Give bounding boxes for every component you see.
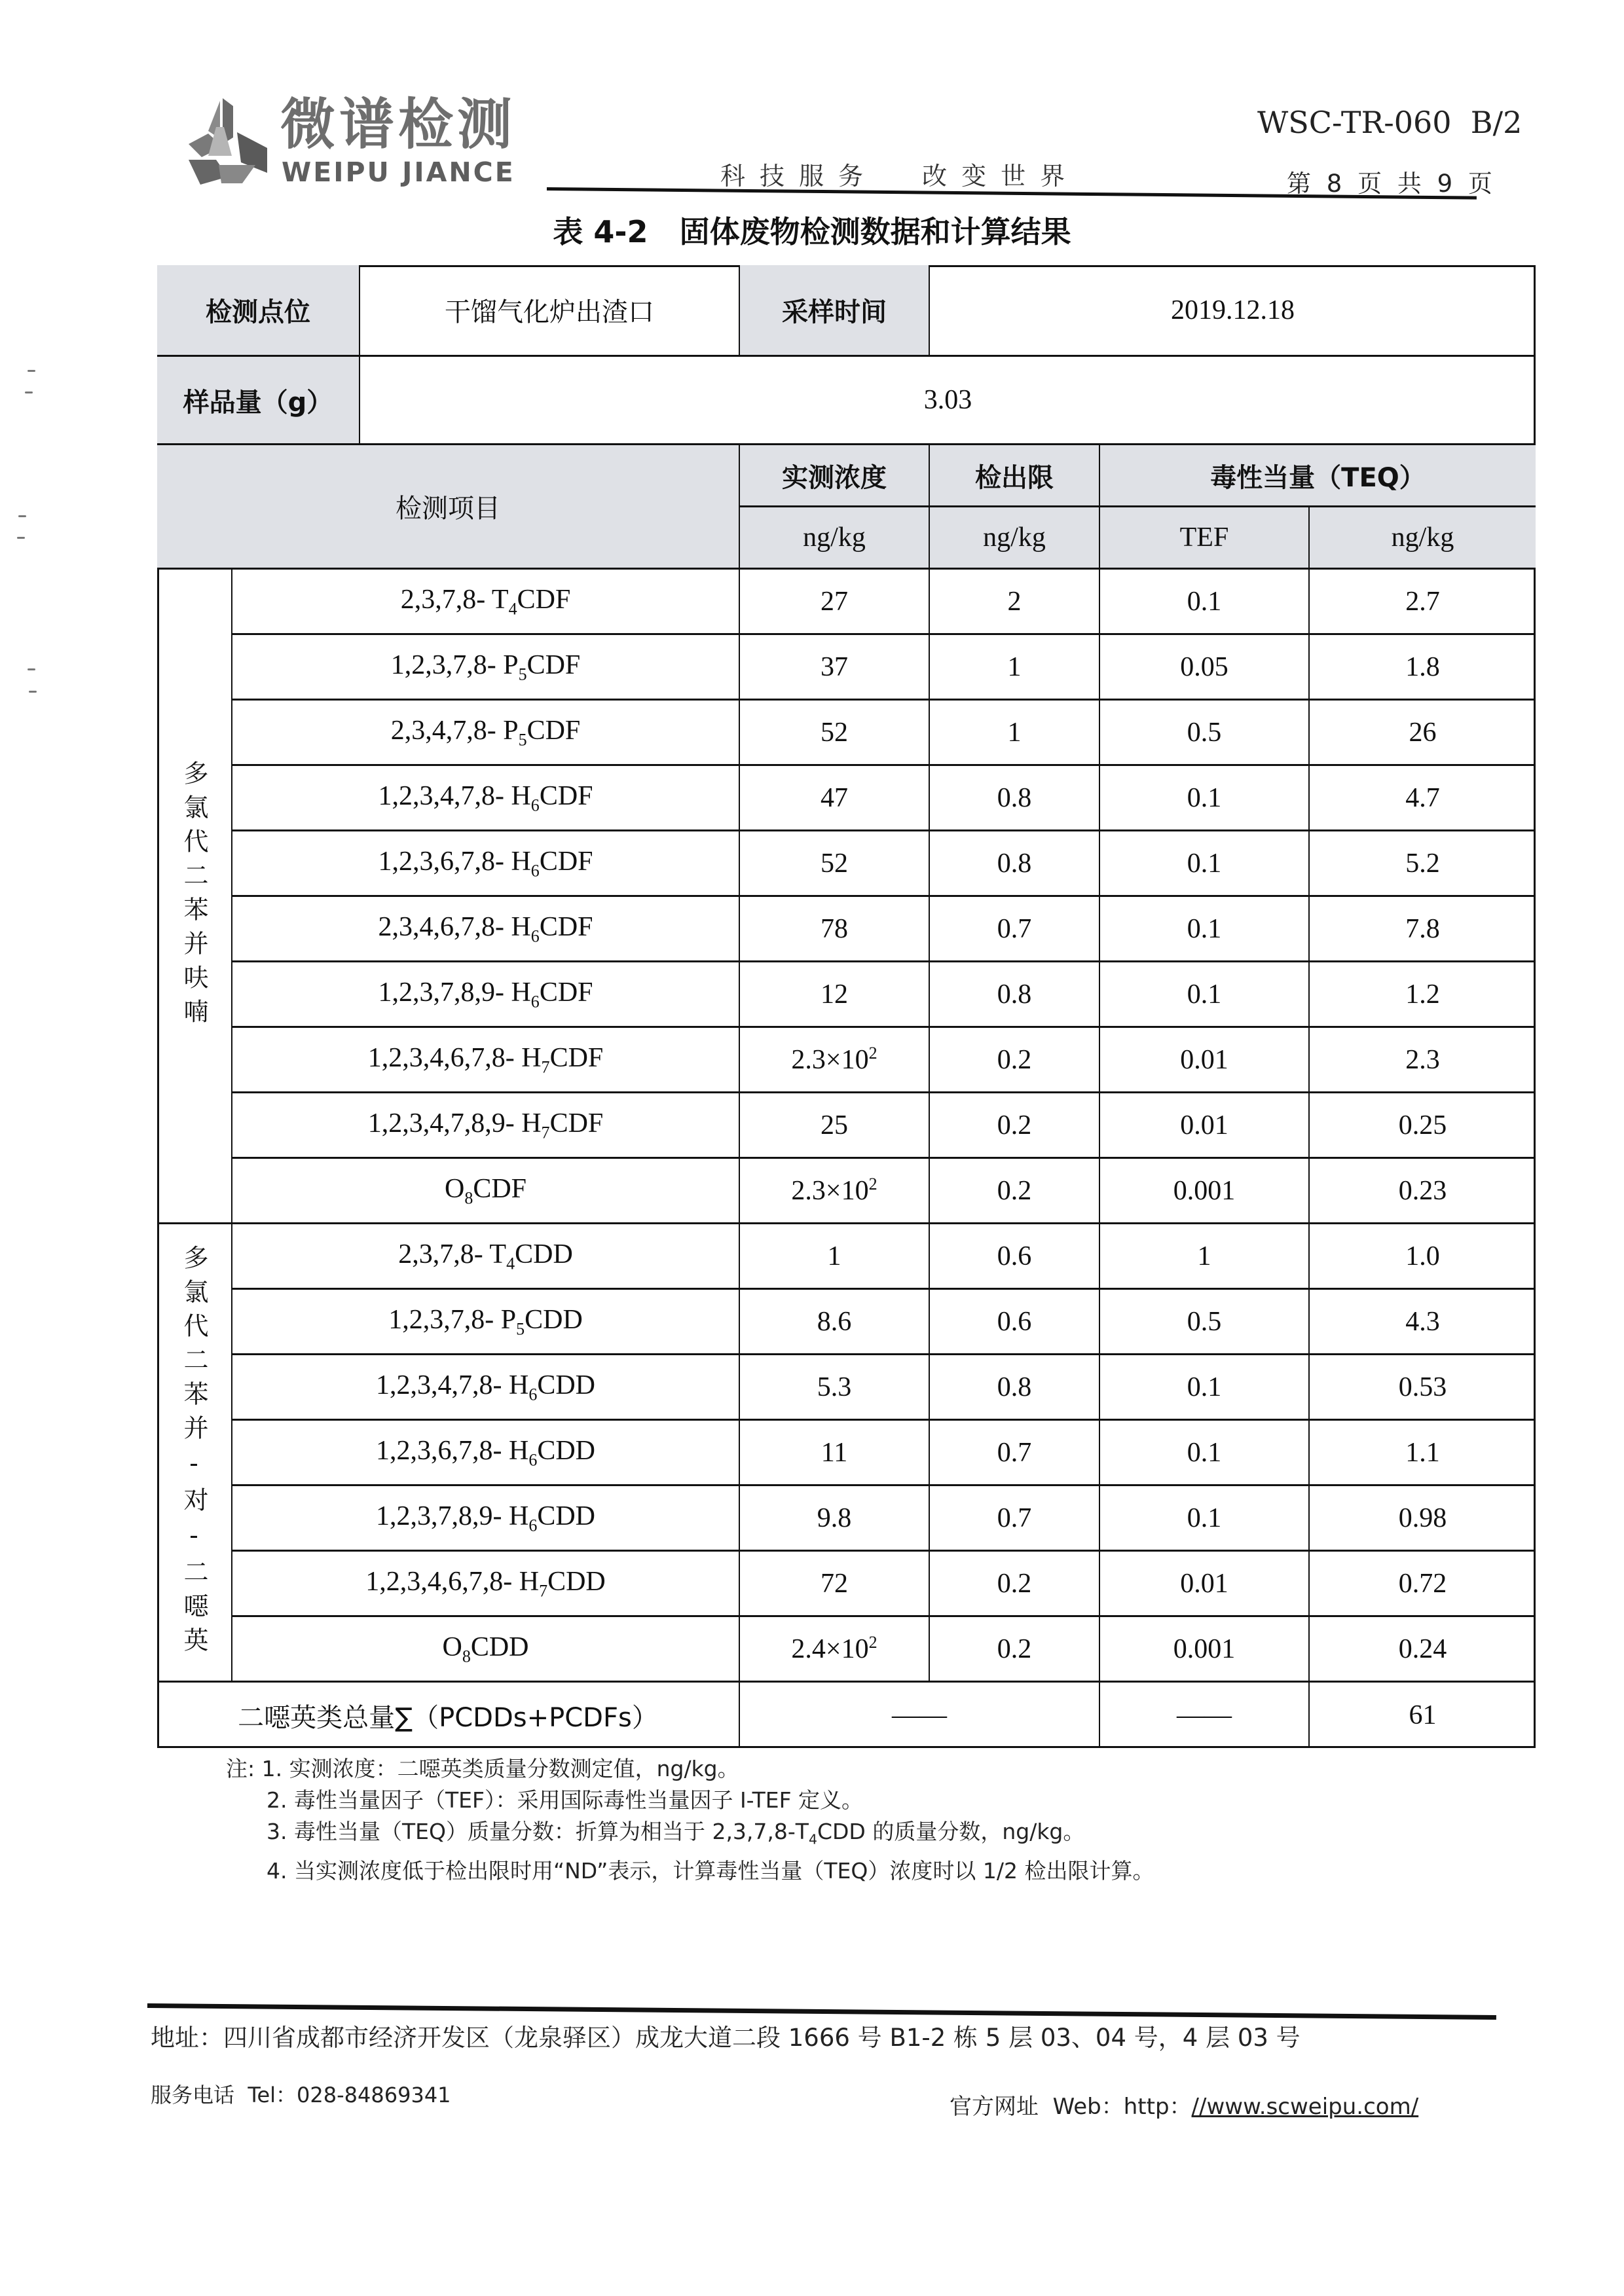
analyte-suffix: CDF: [517, 584, 571, 615]
analyte-subscript: 8: [462, 1647, 471, 1666]
analyte-subscript: 5: [516, 1319, 525, 1339]
tef-value: 0.1: [1100, 766, 1310, 831]
footer-website: [950, 2088, 1418, 2121]
detection-limit: 0.7: [930, 897, 1100, 962]
tef-value: 0.01: [1100, 1028, 1310, 1093]
group-label: 多氯代二苯并呋喃: [157, 570, 232, 1224]
analyte-suffix: CDF: [539, 977, 593, 1008]
note-3-after: CDD 的质量分数，ng/kg。: [817, 1819, 1085, 1844]
teq-value: 7.8: [1310, 897, 1536, 962]
analyte-prefix: 1,2,3,7,8- P: [390, 649, 519, 680]
analyte-subscript: 4: [508, 599, 517, 619]
analyte-name: [232, 1486, 740, 1552]
analyte-text: [376, 1435, 595, 1470]
teq-value: 0.72: [1310, 1552, 1536, 1617]
analyte-prefix: 1,2,3,6,7,8- H: [378, 846, 531, 877]
analyte-name: [232, 701, 740, 766]
concentration-value: 8.6: [817, 1307, 852, 1337]
analyte-name: [232, 1617, 740, 1683]
scan-mark: [25, 392, 33, 393]
scan-mark: [17, 537, 25, 539]
tef-value: 0.1: [1100, 1486, 1310, 1552]
analyte-text: [378, 977, 593, 1011]
note-2: 2. 毒性当量因子（TEF）：采用国际毒性当量因子 I-TEF 定义。: [267, 1787, 864, 1813]
sample-mass-value: 3.03: [360, 357, 1536, 445]
tef-value: 0.1: [1100, 570, 1310, 635]
scan-mark: [28, 668, 35, 670]
analyte-text: [376, 1501, 595, 1535]
teq-value: 26: [1310, 701, 1536, 766]
analyte-suffix: CDD: [537, 1370, 596, 1400]
note-1: 注: 1. 实测浓度：二噁英类质量分数测定值，ng/kg。: [226, 1756, 739, 1781]
analyte-text: [365, 1566, 606, 1601]
analyte-subscript: 6: [528, 1516, 538, 1535]
analyte-subscript: 7: [541, 1123, 550, 1142]
footer-telephone: 服务电话 Tel：028-84869341: [151, 2083, 451, 2107]
teq-value: 0.53: [1310, 1355, 1536, 1421]
analyte-prefix: O: [444, 1173, 465, 1204]
teq-value: 0.23: [1310, 1159, 1536, 1224]
note-3: [226, 1816, 1154, 1855]
measured-concentration: [740, 1159, 930, 1224]
concentration-value: 72: [821, 1569, 848, 1599]
scan-mark: [28, 370, 35, 372]
unit-detection-limit: ng/kg: [930, 507, 1100, 570]
tef-value: 0.1: [1100, 1421, 1310, 1486]
measured-concentration: [740, 897, 930, 962]
sampling-date-label: 采样时间: [740, 265, 930, 357]
detection-limit: 1: [930, 701, 1100, 766]
analyte-subscript: 4: [506, 1254, 515, 1273]
analyte-suffix: CDF: [539, 780, 593, 811]
analyte-suffix: CDF: [526, 715, 581, 746]
detection-limit: 0.2: [930, 1617, 1100, 1683]
tef-value: 0.01: [1100, 1093, 1310, 1159]
analyte-subscript: 7: [541, 1057, 550, 1077]
document-code: WSC-TR-060 B/2: [1257, 105, 1522, 140]
analyte-text: [398, 1239, 573, 1273]
concentration-value: 12: [821, 979, 848, 1010]
column-header-item: 检测项目: [157, 445, 740, 570]
measured-concentration: [740, 962, 930, 1028]
measured-concentration: [740, 1617, 930, 1683]
tef-value: 0.05: [1100, 635, 1310, 701]
concentration-exponent: 2: [868, 1175, 877, 1194]
teq-value: 0.24: [1310, 1617, 1536, 1683]
analyte-text: [378, 846, 593, 881]
website-link[interactable]: //www.scweipu.com/: [1191, 2094, 1419, 2120]
analyte-subscript: 5: [518, 730, 527, 750]
detection-limit: 0.7: [930, 1421, 1100, 1486]
measured-concentration: [740, 1028, 930, 1093]
analyte-prefix: 2,3,7,8- T: [398, 1239, 507, 1269]
measured-concentration: [740, 831, 930, 897]
analyte-text: [368, 1108, 604, 1142]
measured-concentration: [740, 1290, 930, 1355]
logo-mark-icon: [182, 92, 274, 190]
site-label: 检测点位: [157, 265, 360, 357]
analyte-text: [445, 1173, 526, 1208]
analyte-suffix: CDF: [526, 649, 581, 680]
analyte-name: [232, 766, 740, 831]
analyte-name: [232, 1028, 740, 1093]
concentration-exponent: 2: [868, 1044, 877, 1063]
concentration-value: 2.3×10: [791, 1045, 869, 1075]
teq-value: 1.8: [1310, 635, 1536, 701]
teq-value: 0.25: [1310, 1093, 1536, 1159]
analyte-text: [391, 715, 581, 750]
analyte-name: [232, 831, 740, 897]
concentration-value: 47: [821, 783, 848, 813]
measured-concentration: [740, 1552, 930, 1617]
tef-value: 0.5: [1100, 1290, 1310, 1355]
tef-value: 0.1: [1100, 1355, 1310, 1421]
teq-value: 1.0: [1310, 1224, 1536, 1290]
analyte-suffix: CDF: [549, 1108, 604, 1139]
detection-limit: 0.8: [930, 766, 1100, 831]
measured-concentration: [740, 1486, 930, 1552]
tef-value: 0.5: [1100, 701, 1310, 766]
analyte-text: [378, 780, 593, 815]
concentration-value: 37: [821, 652, 848, 682]
analyte-name: [232, 1421, 740, 1486]
measured-concentration: [740, 635, 930, 701]
analyte-text: [378, 911, 593, 946]
analyte-name: [232, 1290, 740, 1355]
teq-value: 1.2: [1310, 962, 1536, 1028]
analyte-name: [232, 1224, 740, 1290]
sampling-date-value: 2019.12.18: [930, 265, 1536, 357]
concentration-value: 25: [821, 1110, 848, 1140]
analyte-prefix: 1,2,3,4,6,7,8- H: [365, 1566, 540, 1597]
analyte-name: [232, 570, 740, 635]
measured-concentration: [740, 1421, 930, 1486]
analyte-suffix: CDF: [539, 846, 593, 877]
measured-concentration: [740, 701, 930, 766]
detection-limit: 0.2: [930, 1028, 1100, 1093]
teq-value: 2.3: [1310, 1028, 1536, 1093]
tef-value: 0.001: [1100, 1159, 1310, 1224]
analyte-prefix: O: [442, 1631, 462, 1662]
notes: [226, 1753, 1154, 1887]
analyte-text: [442, 1631, 528, 1666]
unit-concentration: ng/kg: [740, 507, 930, 570]
tef-value: 0.1: [1100, 831, 1310, 897]
detection-limit: 0.6: [930, 1224, 1100, 1290]
analyte-name: [232, 1355, 740, 1421]
analyte-suffix: CDD: [547, 1566, 606, 1597]
analyte-suffix: CDD: [537, 1501, 596, 1531]
note-3-before: 3. 毒性当量（TEQ）质量分数：折算为相当于 2,3,7,8-T: [267, 1819, 809, 1844]
analyte-name: [232, 897, 740, 962]
analyte-prefix: 1,2,3,4,7,8,9- H: [367, 1108, 542, 1139]
analyte-prefix: 1,2,3,6,7,8- H: [375, 1435, 529, 1466]
total-label: 二噁英类总量∑（PCDDs+PCDFs）: [157, 1683, 740, 1748]
column-header-detection-limit: 检出限: [930, 445, 1100, 507]
analyte-prefix: 1,2,3,4,7,8- H: [378, 780, 531, 811]
concentration-value: 5.3: [817, 1372, 852, 1402]
footer-address: 地址：四川省成都市经济开发区（龙泉驿区）成龙大道二段 1666 号 B1-2 栋 5 层 03、04 号，4 层 03 号: [151, 2024, 1301, 2052]
company-logo: [182, 92, 536, 190]
measured-concentration: [740, 570, 930, 635]
analyte-subscript: 5: [518, 665, 527, 684]
analyte-prefix: 2,3,4,6,7,8- H: [378, 911, 531, 942]
analyte-name: [232, 962, 740, 1028]
analyte-suffix: CDF: [549, 1042, 604, 1073]
total-teq-value: 61: [1409, 1700, 1437, 1730]
analyte-name: [232, 635, 740, 701]
analyte-name: [232, 1159, 740, 1224]
page-number: 第 8 页 共 9 页: [1287, 170, 1496, 198]
analyte-text: [391, 649, 581, 684]
detection-limit: 1: [930, 635, 1100, 701]
analyte-name: [232, 1552, 740, 1617]
concentration-value: 78: [821, 914, 848, 944]
tef-value: 1: [1100, 1224, 1310, 1290]
detection-limit: 2: [930, 570, 1100, 635]
measured-concentration: [740, 1224, 930, 1290]
detection-limit: 0.6: [930, 1290, 1100, 1355]
analyte-text: [376, 1370, 595, 1404]
scan-mark: [18, 515, 26, 517]
detection-limit: 0.7: [930, 1486, 1100, 1552]
sample-mass-label: 样品量（g）: [157, 357, 360, 445]
analyte-name: [232, 1093, 740, 1159]
site-value: 干馏气化炉出渣口: [360, 265, 740, 357]
concentration-value: 9.8: [817, 1503, 852, 1533]
column-header-tef: TEF: [1100, 507, 1310, 570]
tef-value: 0.1: [1100, 897, 1310, 962]
analyte-subscript: 6: [530, 795, 540, 815]
analyte-prefix: 1,2,3,4,6,7,8- H: [367, 1042, 542, 1073]
analyte-text: [388, 1304, 583, 1339]
detection-limit: 0.2: [930, 1093, 1100, 1159]
concentration-value: 52: [821, 848, 848, 879]
teq-value: 0.98: [1310, 1486, 1536, 1552]
analyte-prefix: 1,2,3,7,8- P: [388, 1304, 517, 1335]
note-4: 4. 当实测浓度低于检出限时用“ND”表示，计算毒性当量（TEQ）浓度时以 1/2 检出限计算。: [267, 1857, 1154, 1884]
analyte-text: [368, 1042, 604, 1077]
tef-value: 0.1: [1100, 962, 1310, 1028]
analyte-text: [401, 584, 571, 619]
measured-concentration: [740, 1093, 930, 1159]
slogan: 科技服务 改变世界: [720, 162, 1080, 191]
measured-concentration: [740, 766, 930, 831]
total-tef-dash: ——: [1100, 1683, 1310, 1748]
concentration-value: 2.4×10: [791, 1634, 869, 1664]
group-label: 多氯代二苯并-对-二噁英: [157, 1224, 232, 1683]
column-header-teq: 毒性当量（TEQ）: [1100, 445, 1536, 507]
analyte-prefix: 2,3,4,7,8- P: [390, 715, 519, 746]
concentration-value: 2.3×10: [791, 1176, 869, 1206]
unit-teq: ng/kg: [1310, 507, 1536, 570]
concentration-value: 1: [827, 1241, 841, 1271]
analyte-prefix: 1,2,3,4,7,8- H: [375, 1370, 529, 1400]
concentration-exponent: 2: [868, 1633, 877, 1652]
teq-value: 4.7: [1310, 766, 1536, 831]
analyte-suffix: CDF: [539, 911, 593, 942]
teq-value: 5.2: [1310, 831, 1536, 897]
analyte-prefix: 1,2,3,7,8,9- H: [378, 977, 531, 1008]
teq-value: 2.7: [1310, 570, 1536, 635]
analyte-suffix: CDD: [470, 1631, 529, 1662]
detection-limit: 0.8: [930, 1355, 1100, 1421]
measured-concentration: [740, 1355, 930, 1421]
total-concentration-dash: ——: [740, 1683, 1100, 1748]
analyte-subscript: 6: [530, 992, 540, 1011]
tef-value: 0.001: [1100, 1617, 1310, 1683]
logo-english-text: WEIPU JIANCE: [282, 156, 515, 188]
concentration-value: 52: [821, 718, 848, 748]
analyte-subscript: 6: [530, 926, 540, 946]
logo-chinese-text: 微谱检测: [280, 92, 517, 156]
analyte-prefix: 1,2,3,7,8,9- H: [375, 1501, 529, 1531]
analyte-suffix: CDD: [537, 1435, 596, 1466]
detection-limit: 0.8: [930, 962, 1100, 1028]
analyte-subscript: 8: [464, 1188, 473, 1208]
table-title: 表 4-2 固体废物检测数据和计算结果: [553, 214, 1071, 249]
concentration-value: 27: [821, 587, 848, 617]
analyte-subscript: 6: [528, 1450, 538, 1470]
detection-limit: 0.8: [930, 831, 1100, 897]
tef-value: 0.01: [1100, 1552, 1310, 1617]
detection-limit: 0.2: [930, 1552, 1100, 1617]
analyte-suffix: CDF: [473, 1173, 527, 1204]
note-3-sub: 4: [808, 1831, 817, 1848]
teq-value: 4.3: [1310, 1290, 1536, 1355]
concentration-value: 11: [821, 1438, 848, 1468]
teq-value: 1.1: [1310, 1421, 1536, 1486]
analyte-prefix: 2,3,7,8- T: [400, 584, 509, 615]
analyte-suffix: CDD: [525, 1304, 583, 1335]
analyte-subscript: 6: [530, 861, 540, 881]
analyte-suffix: CDD: [515, 1239, 573, 1269]
analyte-subscript: 6: [528, 1385, 538, 1404]
detection-limit: 0.2: [930, 1159, 1100, 1224]
column-header-concentration: 实测浓度: [740, 445, 930, 507]
website-label: 官方网址 Web：http：: [950, 2094, 1192, 2120]
scan-mark: [29, 691, 37, 693]
analyte-subscript: 7: [539, 1581, 548, 1601]
